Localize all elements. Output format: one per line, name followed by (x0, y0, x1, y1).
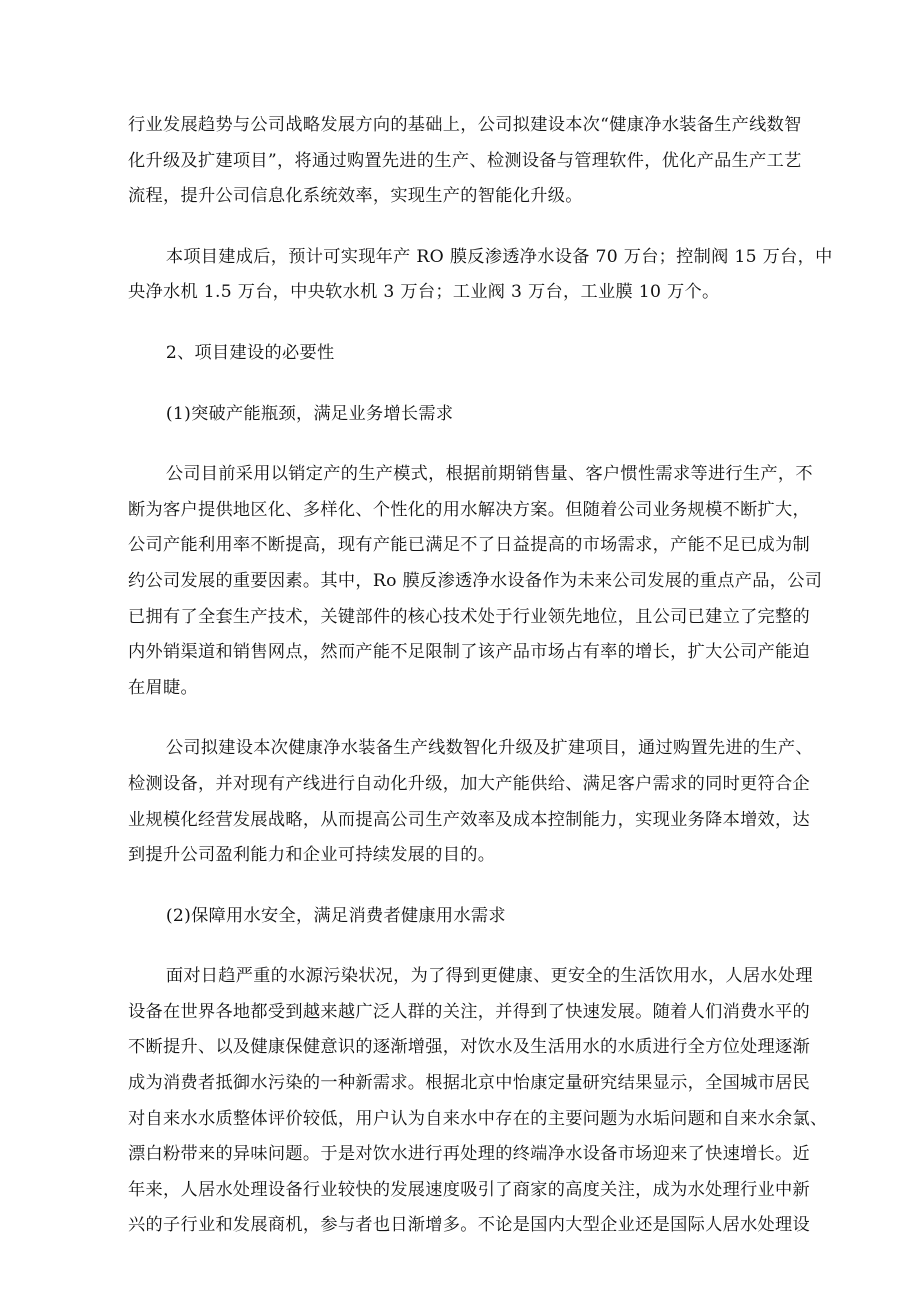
text-line: 漂白粉带来的异味问题。于是对饮水进行再处理的终端净水设备市场迎来了快速增长。近 (128, 1144, 811, 1165)
section-heading-necessity: 2、项目建设的必要性 (165, 342, 335, 363)
text-line: 对自来水水质整体评价较低，用户认为自来水中存在的主要问题为水垢问题和自来水余氯、 (128, 1108, 828, 1129)
document-page (128, 108, 833, 1269)
text-line: 央净水机 1.5 万台，中央软水机 3 万台；工业阀 3 万台，工业膜 10 万个。 (128, 282, 720, 303)
subheading-capacity-bottleneck: (1)突破产能瓶颈，满足业务增长需求 (165, 403, 454, 424)
paragraph-upgrade-plan (128, 731, 813, 873)
text-line: 业规模化经营发展战略，从而提高公司生产效率及成本控制能力，实现业务降本增效，达 (128, 809, 811, 830)
text-line: 年来，人居水处理设备行业较快的发展速度吸引了商家的高度关注，成为水处理行业中新 (128, 1179, 811, 1200)
text-line: 在眉睫。 (128, 677, 198, 698)
text-line: 约公司发展的重要因素。其中，Ro 膜反渗透净水设备作为未来公司发展的重点产品，公司 (128, 570, 823, 591)
text-line: 化升级及扩建项目”，将通过购置先进的生产、检测设备与管理软件，优化产品生产工艺 (128, 150, 802, 171)
text-line: 兴的子行业和发展商机，参与者也日渐增多。不论是国内大型企业还是国际人居水处理设 (128, 1215, 811, 1236)
paragraph-water-pollution (128, 959, 828, 1244)
text-line: 内外销渠道和销售网点，然而产能不足限制了该产品市场占有率的增长，扩大公司产能迫 (128, 642, 811, 663)
paragraph-production-mode (128, 457, 823, 706)
text-line: 流程，提升公司信息化系统效率，实现生产的智能化升级。 (128, 186, 583, 207)
text-line: 公司产能利用率不断提高，现有产能已满足不了日益提高的市场需求，产能不足已成为制 (128, 535, 811, 556)
subheading-water-safety: (2)保障用水安全，满足消费者健康用水需求 (165, 905, 506, 926)
text-line: 不断提升、以及健康保健意识的逐渐增强，对饮水及生活用水的水质进行全方位处理逐渐 (128, 1037, 811, 1058)
text-line: 设备在世界各地都受到越来越广泛人群的关注，并得到了快速发展。随着人们消费水平的 (128, 1001, 811, 1022)
text-line: 公司拟建设本次健康净水装备生产线数智化升级及扩建项目，通过购置先进的生产、 (165, 738, 813, 759)
text-line: 行业发展趋势与公司战略发展方向的基础上，公司拟建设本次“健康净水装备生产线数智 (128, 115, 802, 135)
text-line: 成为消费者抵御水污染的一种新需求。根据北京中怡康定量研究结果显示，全国城市居民 (128, 1073, 811, 1094)
text-line: 公司目前采用以销定产的生产模式，根据前期销售量、客户惯性需求等进行生产，不 (165, 464, 813, 485)
text-line: 检测设备，并对现有产线进行自动化升级，加大产能供给、满足客户需求的同时更符合企 (128, 773, 811, 794)
paragraph-capacity (128, 240, 833, 311)
text-line: 本项目建成后，预计可实现年产 RO 膜反渗透净水设备 70 万台；控制阀 15 万台，中 (165, 246, 833, 267)
text-line: 断为客户提供地区化、多样化、个性化的用水解决方案。但随着公司业务规模不断扩大， (128, 499, 811, 520)
text-line: 面对日趋严重的水源污染状况，为了得到更健康、更安全的生活饮用水，人居水处理 (165, 966, 813, 987)
text-line: 到提升公司盈利能力和企业可持续发展的目的。 (128, 845, 496, 866)
text-line: 已拥有了全套生产技术，关键部件的核心技术处于行业领先地位，且公司已建立了完整的 (128, 606, 811, 627)
paragraph-project-intro (128, 108, 802, 215)
